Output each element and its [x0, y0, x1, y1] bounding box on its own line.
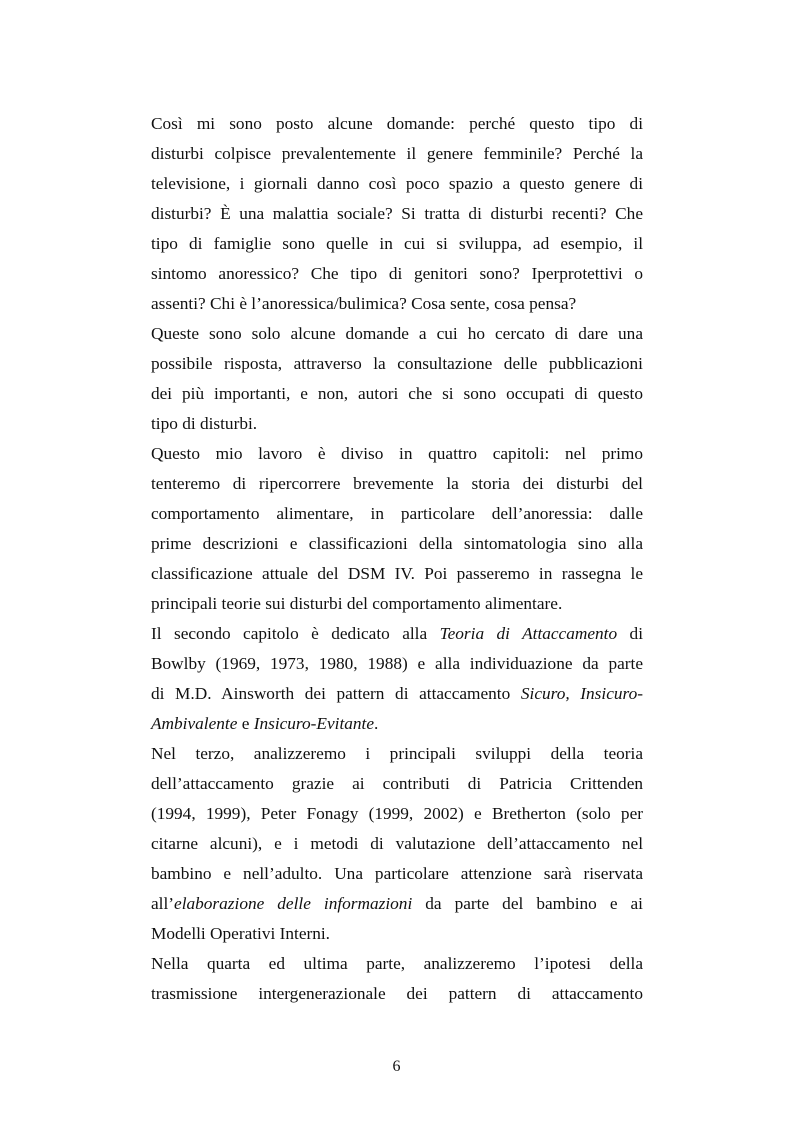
text-span: di M.D. Ainsworth dei pattern di attaccamento [151, 684, 511, 703]
text-line: principali teorie sui disturbi del comportamento alimentare. [151, 594, 563, 613]
text-line: Bowlby (1969, 1973, 1980, 1988) e alla individuazione da parte [151, 654, 643, 673]
text-span: di [629, 624, 643, 643]
text-line: Modelli Operativi Interni. [151, 924, 331, 943]
italic-text: Teoria di Attaccamento [439, 624, 618, 643]
text-span: da parte del bambino e ai [425, 894, 643, 913]
text-line: classificazione attuale del DSM IV. Poi passeremo in rassegna le [151, 564, 643, 583]
text-line [151, 682, 643, 706]
text-line: assenti? Chi è l’anoressica/bulimica? Cosa sente, cosa pensa? [151, 294, 577, 313]
text-line: disturbi? È una malattia sociale? Si tratta di disturbi recenti? Che [151, 204, 643, 223]
text-line: dei più importanti, e non, autori che si sono occupati di questo [151, 384, 643, 403]
text-line [151, 712, 643, 736]
text-line: (1994, 1999), Peter Fonagy (1999, 2002) e Bretherton (solo per [151, 804, 643, 823]
text-line: tipo di famiglie sono quelle in cui si sviluppa, ad esempio, il [151, 234, 643, 253]
text-span: Il secondo capitolo è dedicato alla [151, 624, 428, 643]
italic-text: elaborazione delle informazioni [174, 894, 413, 913]
text-line [151, 892, 643, 916]
text-line: prime descrizioni e classificazioni della sintomatologia sino alla [151, 534, 643, 553]
text-line: tenteremo di ripercorrere brevemente la storia dei disturbi del [151, 474, 643, 493]
text-line: Nel terzo, analizzeremo i principali sviluppi della teoria [151, 744, 643, 763]
text-line: bambino e nell’adulto. Una particolare attenzione sarà riservata [151, 864, 643, 883]
text-line: possibile risposta, attraverso la consultazione delle pubblicazioni [151, 354, 643, 373]
italic-text: Sicuro, Insicuro- [520, 684, 643, 703]
text-line: tipo di disturbi. [151, 414, 258, 433]
page-number: 6 [392, 1058, 401, 1075]
text-span: . [374, 714, 379, 733]
text-line: comportamento alimentare, in particolare dell’anoressia: dalle [151, 504, 643, 523]
text-line: disturbi colpisce prevalentemente il genere femminile? Perché la [151, 144, 643, 163]
italic-text: Ambivalente [151, 714, 238, 733]
text-line: Così mi sono posto alcune domande: perché questo tipo di [151, 114, 643, 133]
text-line: Nella quarta ed ultima parte, analizzeremo l’ipotesi della [151, 954, 643, 973]
text-line: Queste sono solo alcune domande a cui ho cercato di dare una [151, 324, 643, 343]
text-line: citarne alcuni), e i metodi di valutazione dell’attaccamento nel [151, 834, 643, 853]
text-line: televisione, i giornali danno così poco spazio a questo genere di [151, 174, 643, 193]
text-line: dell’attaccamento grazie ai contributi di Patricia Crittenden [151, 774, 643, 793]
text-line: trasmissione intergenerazionale dei pattern di attaccamento [151, 984, 643, 1003]
text-line: Questo mio lavoro è diviso in quattro capitoli: nel primo [151, 444, 643, 463]
text-line [151, 622, 643, 646]
text-span: all’ [151, 894, 175, 913]
text-span: e [241, 714, 250, 733]
text-line: sintomo anoressico? Che tipo di genitori sono? Iperprotettivi o [151, 264, 643, 283]
italic-text: Insicuro-Evitante [253, 714, 374, 733]
